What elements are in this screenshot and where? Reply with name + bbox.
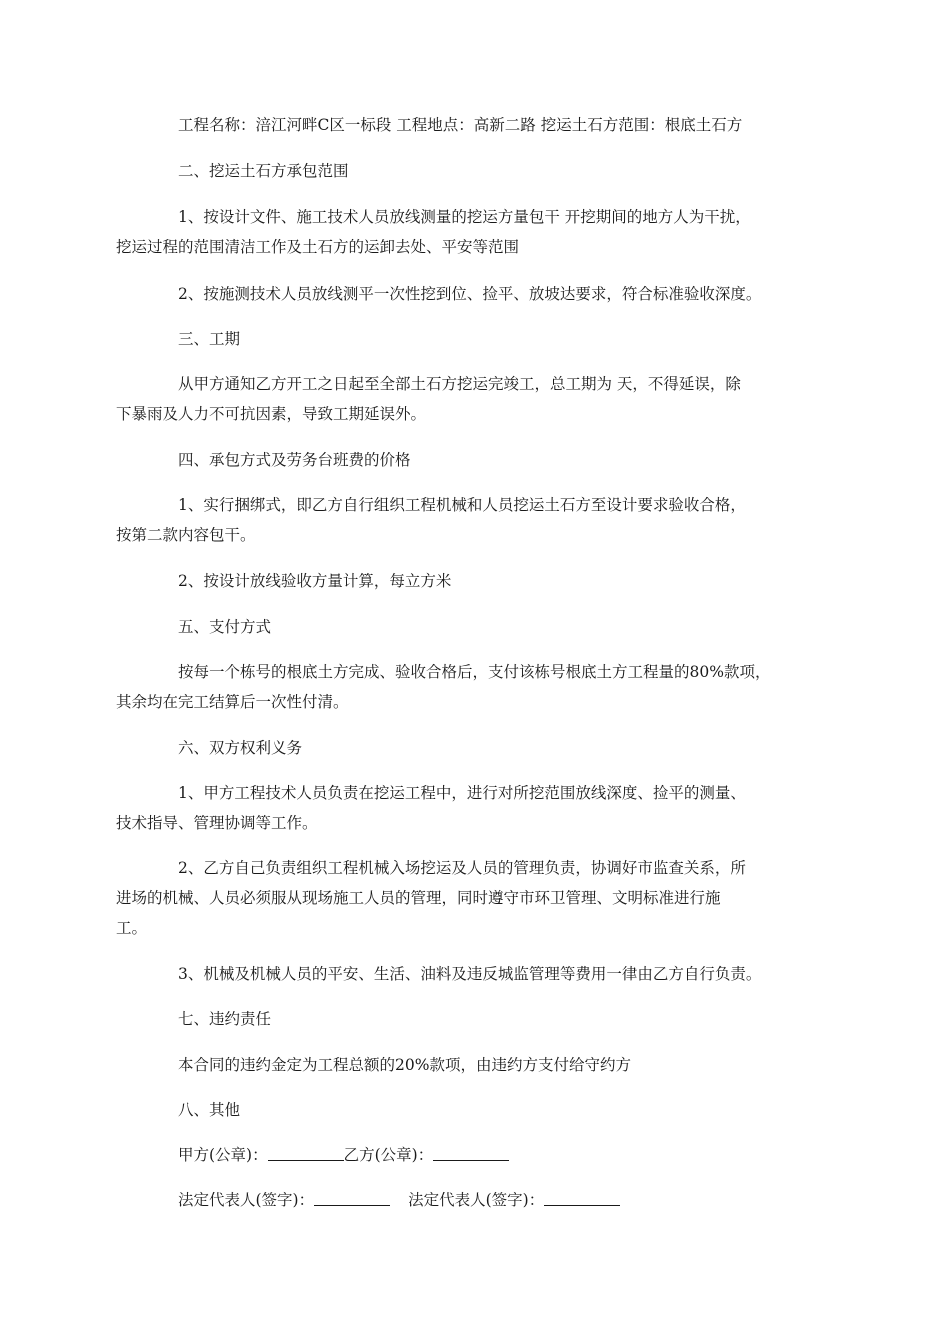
- party-a-seal-blank: [268, 1159, 344, 1161]
- section-heading-other: [147, 1095, 813, 1125]
- paragraph-line: 七、违约责任: [178, 1010, 272, 1028]
- paragraph-line: 工程名称：涪江河畔C区一标段 工程地点：高新二路 挖运土石方范围：根底土石方: [178, 116, 743, 134]
- paragraph-line: 挖运过程的范围清洁工作及土石方的运卸去处、平安等范围: [116, 238, 520, 256]
- contract-mode-item-2: [147, 566, 813, 596]
- paragraph-line: 3、机械及机械人员的平安、生活、油料及违反城监管理等费用一律由乙方自行负责。: [178, 965, 762, 983]
- paragraph-line: 1、甲方工程技术人员负责在挖运工程中，进行对所挖范围放线深度、捡平的测量、: [178, 784, 746, 802]
- section-heading-scope: [147, 156, 813, 186]
- party-a-rep-label: 法定代表人(签字)：: [178, 1191, 315, 1209]
- payment-paragraph: [116, 657, 813, 717]
- paragraph-line: 按每一个栋号的根底土方完成、验收合格后，支付该栋号根底土方工程量的80%款项，: [178, 663, 771, 681]
- paragraph-line: 2、按设计放线验收方量计算，每立方米: [178, 572, 452, 590]
- party-a-rep-blank: [314, 1204, 390, 1206]
- schedule-paragraph: [116, 369, 813, 429]
- scope-item-1: [116, 202, 813, 262]
- paragraph-line: 2、按施测技术人员放线测平一次性挖到位、捡平、放坡达要求，符合标准验收深度。: [178, 285, 762, 303]
- paragraph-line: 四、承包方式及劳务台班费的价格: [178, 451, 411, 469]
- section-heading-breach: [147, 1004, 813, 1034]
- rights-item-3: [147, 959, 813, 989]
- section-heading-rights: [147, 733, 813, 763]
- representative-line: [147, 1185, 813, 1215]
- seal-line: [147, 1140, 813, 1170]
- paragraph-line: 三、工期: [178, 330, 241, 348]
- project-info-paragraph: [147, 110, 813, 140]
- party-b-rep-label: 法定代表人(签字)：: [408, 1191, 545, 1209]
- paragraph-line: 工。: [116, 919, 148, 937]
- section-heading-contract-mode: [147, 445, 813, 475]
- rights-item-1: [116, 778, 813, 838]
- paragraph-line: 进场的机械、人员必须服从现场施工人员的管理，同时遵守市环卫管理、文明标准进行施: [116, 889, 721, 907]
- paragraph-line: 从甲方通知乙方开工之日起至全部土石方挖运完竣工，总工期为 天，不得延误，除: [178, 375, 741, 393]
- party-b-rep-blank: [544, 1204, 620, 1206]
- paragraph-line: 1、按设计文件、施工技术人员放线测量的挖运方量包干 开挖期间的地方人为干扰，: [178, 208, 751, 226]
- section-heading-payment: [147, 612, 813, 642]
- section-heading-schedule: [147, 324, 813, 354]
- paragraph-line: 六、双方权利义务: [178, 739, 303, 757]
- party-a-seal-label: 甲方(公章)：: [178, 1146, 268, 1164]
- paragraph-line: 按第二款内容包干。: [116, 526, 256, 544]
- breach-paragraph: [147, 1050, 813, 1080]
- party-b-seal-label: 乙方(公章)：: [343, 1146, 434, 1164]
- paragraph-line: 下暴雨及人力不可抗因素，导致工期延误外。: [116, 405, 427, 423]
- paragraph-line: 2、乙方自己负责组织工程机械入场挖运及人员的管理负责，协调好市监查关系，所: [178, 859, 746, 877]
- paragraph-line: 其余均在完工结算后一次性付清。: [116, 693, 349, 711]
- party-b-seal-blank: [433, 1159, 509, 1161]
- paragraph-line: 1、实行捆绑式，即乙方自行组织工程机械和人员挖运土石方至设计要求验收合格，: [178, 496, 746, 514]
- rights-item-2: [116, 853, 813, 943]
- paragraph-line: 五、支付方式: [178, 618, 272, 636]
- paragraph-line: 八、其他: [178, 1101, 241, 1119]
- paragraph-line: 技术指导、管理协调等工作。: [116, 814, 318, 832]
- paragraph-line: 二、挖运土石方承包范围: [178, 162, 349, 180]
- paragraph-line: 本合同的违约金定为工程总额的20%款项，由违约方支付给守约方: [178, 1056, 631, 1074]
- scope-item-2: [147, 279, 813, 309]
- contract-mode-item-1: [116, 490, 813, 550]
